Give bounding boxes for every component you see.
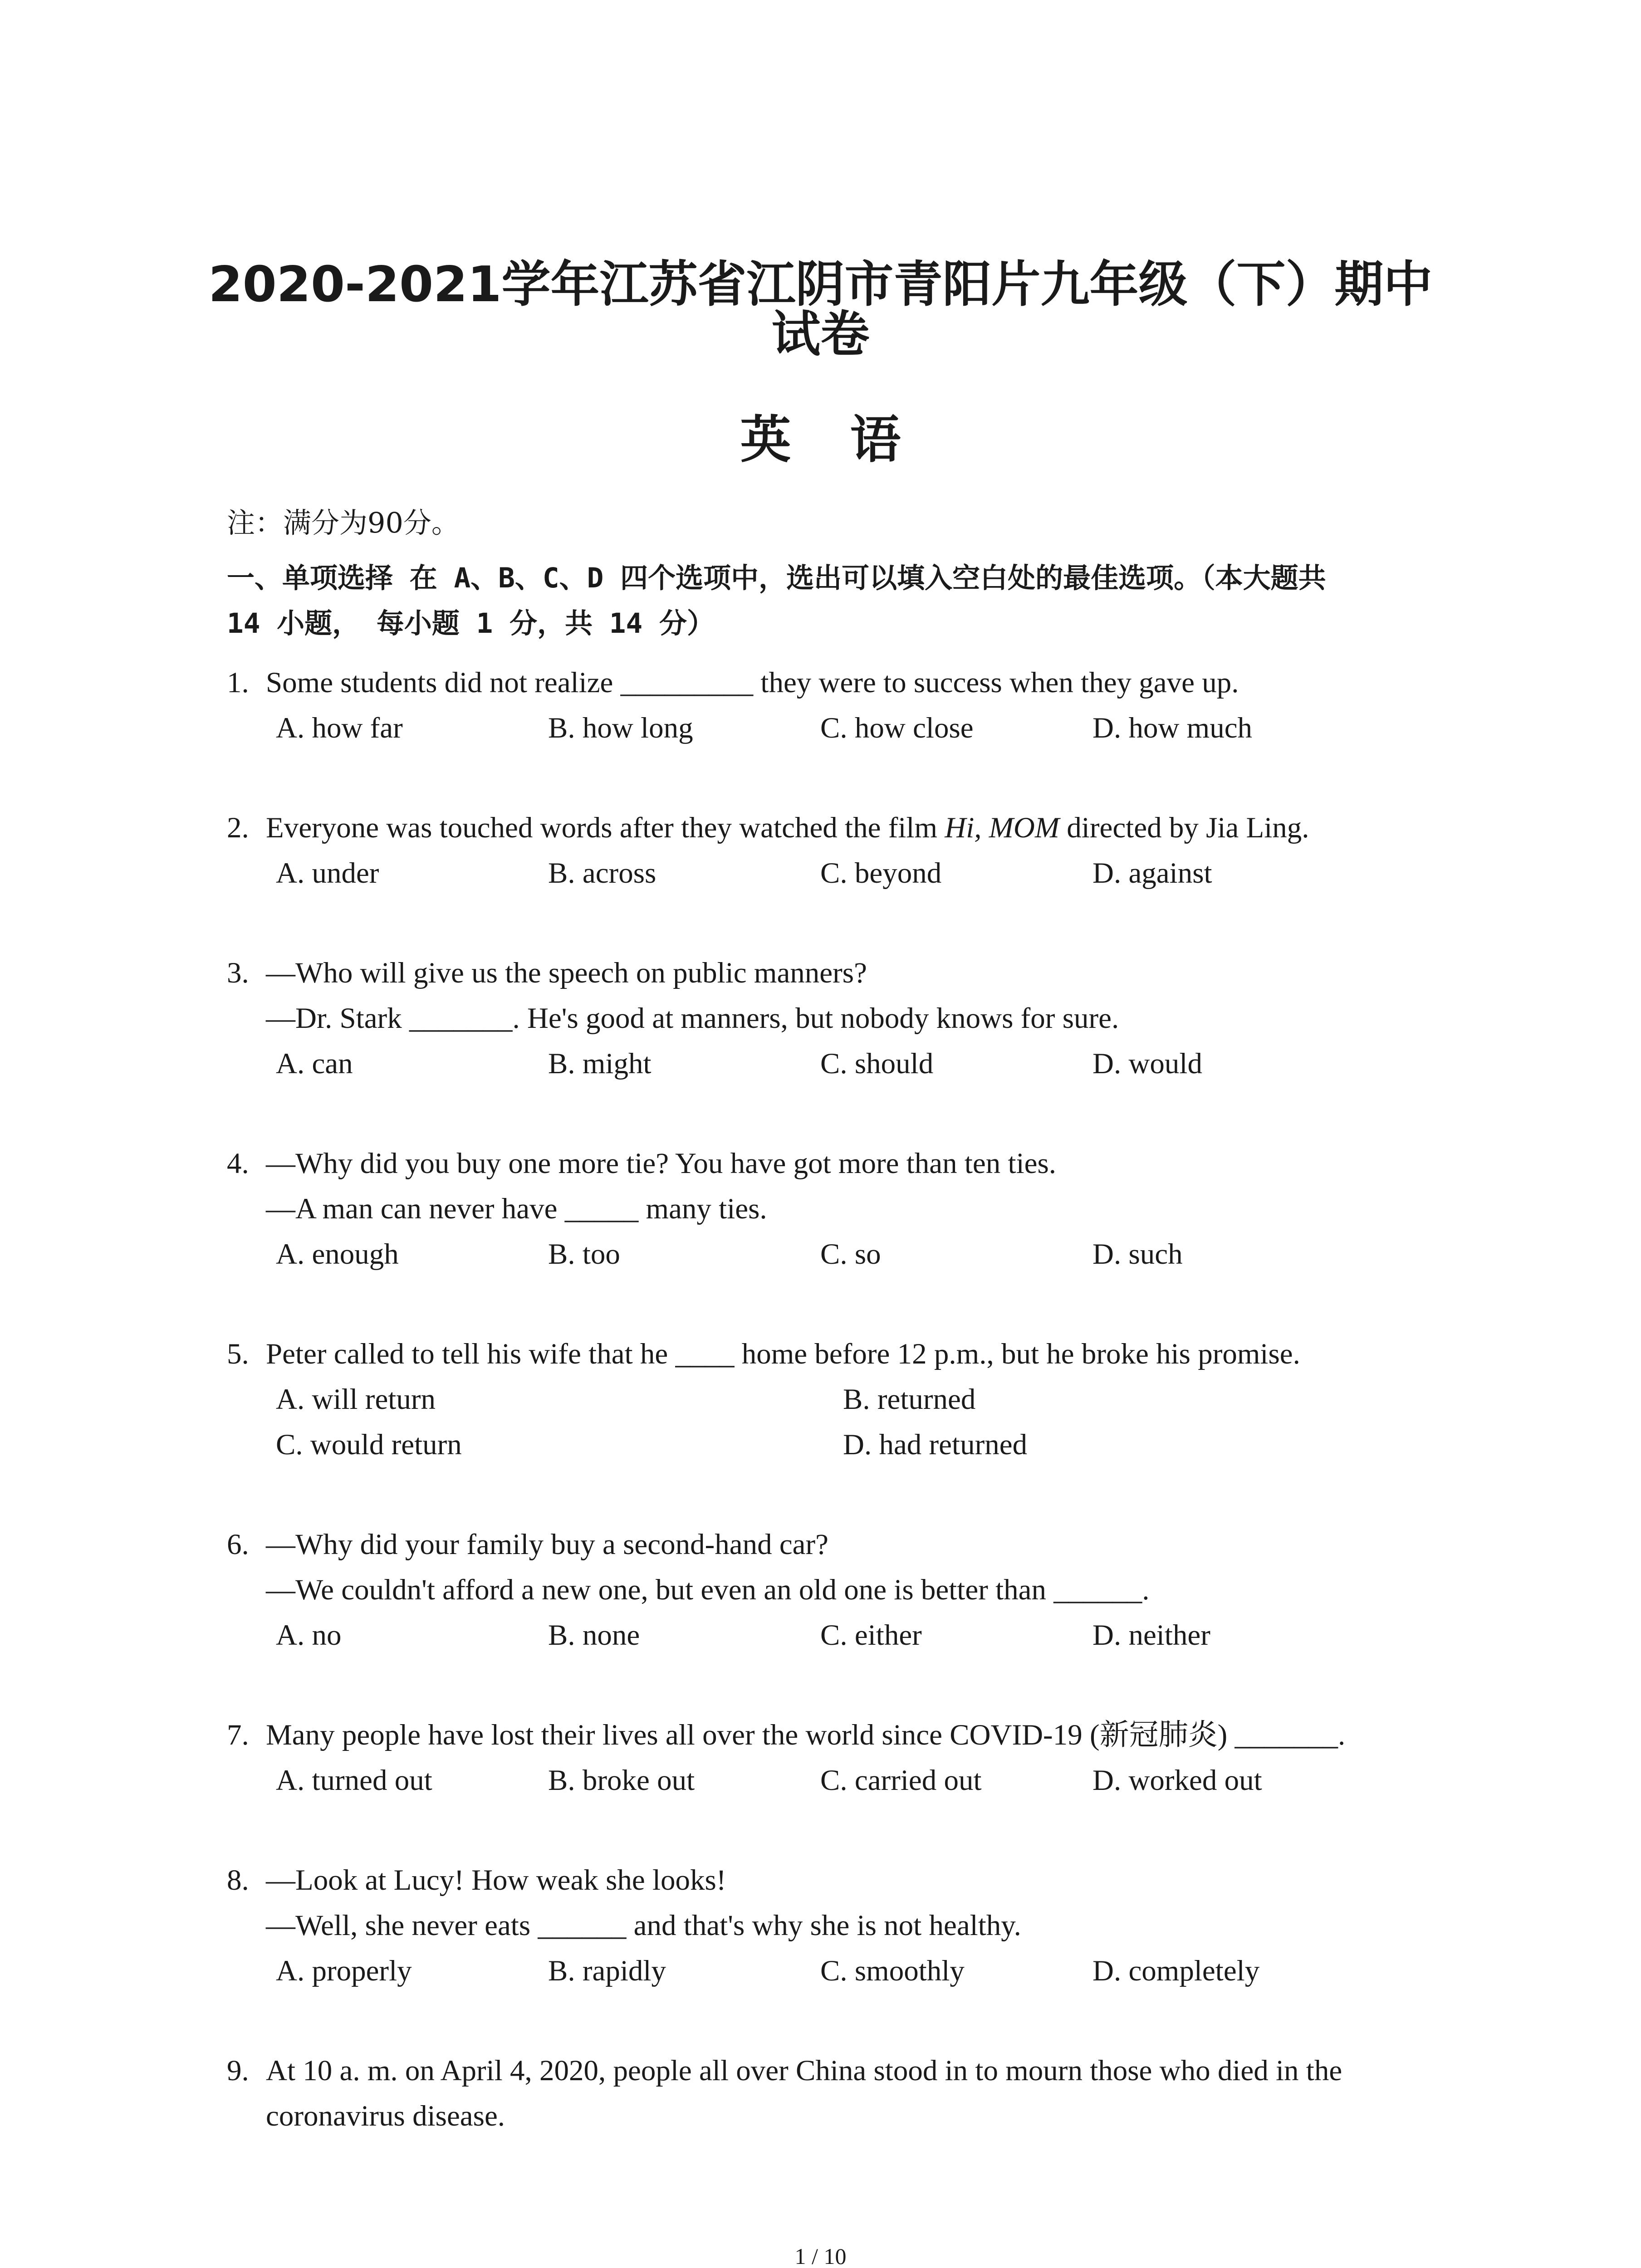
option-a: A. can	[276, 1047, 353, 1080]
option-a: A. properly	[276, 1955, 412, 1987]
question-number: 8.	[227, 1864, 249, 1897]
option-a: A. turned out	[276, 1764, 432, 1797]
question-number: 3.	[227, 957, 249, 989]
option-c: C. carried out	[820, 1764, 982, 1797]
exam-title-line1: 2020-2021学年江苏省江阴市青阳片九年级（下）期中	[208, 256, 1433, 313]
question-8	[227, 1857, 1434, 1994]
question-stem-continued: —Dr. Stark _______. He's good at manners, but nobody knows for sure.	[266, 1002, 1119, 1035]
section-heading-line2: 14 小题， 每小题 1 分，共 14 分）	[227, 607, 715, 640]
option-d: D. neither	[1092, 1619, 1210, 1652]
option-b: B. broke out	[548, 1764, 695, 1797]
subject-heading: 英语	[740, 411, 960, 469]
option-b: B. none	[548, 1619, 640, 1652]
question-stem-continued: —Well, she never eats ______ and that's why she is not healthy.	[266, 1909, 1021, 1942]
option-d: D. against	[1092, 857, 1212, 890]
score-note: 注：满分为90分。	[227, 506, 460, 539]
option-b: B. returned	[843, 1383, 976, 1416]
question-stem: Some students did not realize _________ they were to success when they gave up.	[266, 666, 1239, 699]
question-stem: —Look at Lucy! How weak she looks!	[266, 1864, 726, 1897]
question-stem: Many people have lost their lives all over the world since COVID-19 (新冠肺炎) _______.	[266, 1719, 1346, 1751]
stem-text-post: directed by Jia Ling.	[1059, 811, 1309, 844]
question-6	[227, 1522, 1434, 1658]
option-c: C. would return	[276, 1428, 462, 1461]
question-number: 2.	[227, 811, 249, 844]
option-a: A. under	[276, 857, 379, 890]
option-d: D. would	[1092, 1047, 1202, 1080]
question-stem-continued: coronavirus disease.	[266, 2100, 505, 2132]
question-stem: —Why did your family buy a second-hand car?	[266, 1528, 829, 1561]
question-number: 6.	[227, 1528, 249, 1561]
question-5	[227, 1331, 1434, 1467]
exam-title-line2: 试卷	[771, 306, 870, 363]
question-number: 1.	[227, 666, 249, 699]
question-9	[227, 2048, 1434, 2139]
option-b: B. might	[548, 1047, 652, 1080]
option-d: D. had returned	[843, 1428, 1028, 1461]
option-d: D. completely	[1092, 1955, 1260, 1987]
option-d: D. how much	[1092, 712, 1253, 744]
question-4	[227, 1141, 1434, 1277]
option-a: A. no	[276, 1619, 342, 1652]
question-number: 4.	[227, 1147, 249, 1180]
option-d: D. worked out	[1092, 1764, 1262, 1797]
stem-text-pre: Everyone was touched words after they watched the film	[266, 811, 945, 844]
question-7	[227, 1712, 1434, 1803]
section-heading-line1: 一、单项选择 在 A、B、C、D 四个选项中，选出可以填入空白处的最佳选项。（本大题共	[227, 562, 1326, 594]
option-b: B. how long	[548, 712, 693, 744]
option-a: A. enough	[276, 1238, 399, 1271]
question-stem: Peter called to tell his wife that he ____ home before 12 p.m., but he broke his promise.	[266, 1338, 1300, 1370]
question-number: 7.	[227, 1719, 249, 1751]
question-stem: At 10 a. m. on April 4, 2020, people all over China stood in to mourn those who died in the	[266, 2054, 1342, 2087]
film-title: Hi, MOM	[945, 811, 1060, 844]
option-c: C. beyond	[820, 857, 942, 890]
option-b: B. rapidly	[548, 1955, 666, 1987]
question-stem	[266, 805, 1309, 850]
option-c: C. so	[820, 1238, 881, 1271]
option-a: A. how far	[276, 712, 403, 744]
option-b: B. too	[548, 1238, 620, 1271]
question-stem: —Why did you buy one more tie? You have got more than ten ties.	[266, 1147, 1057, 1180]
option-c: C. should	[820, 1047, 934, 1080]
option-c: C. either	[820, 1619, 922, 1652]
question-number: 5.	[227, 1338, 249, 1370]
option-a: A. will return	[276, 1383, 436, 1416]
option-c: C. how close	[820, 712, 974, 744]
page-number: 1 / 10	[794, 2244, 847, 2268]
section-heading	[227, 556, 1434, 646]
question-1	[227, 660, 1434, 751]
question-stem: —Who will give us the speech on public manners?	[266, 957, 867, 989]
option-d: D. such	[1092, 1238, 1183, 1271]
option-c: C. smoothly	[820, 1955, 965, 1987]
question-stem-continued: —We couldn't afford a new one, but even an old one is better than ______.	[266, 1574, 1150, 1606]
option-b: B. across	[548, 857, 656, 890]
question-number: 9.	[227, 2054, 249, 2087]
question-stem-continued: —A man can never have _____ many ties.	[266, 1193, 767, 1225]
question-3	[227, 950, 1434, 1086]
question-2	[227, 805, 1434, 896]
